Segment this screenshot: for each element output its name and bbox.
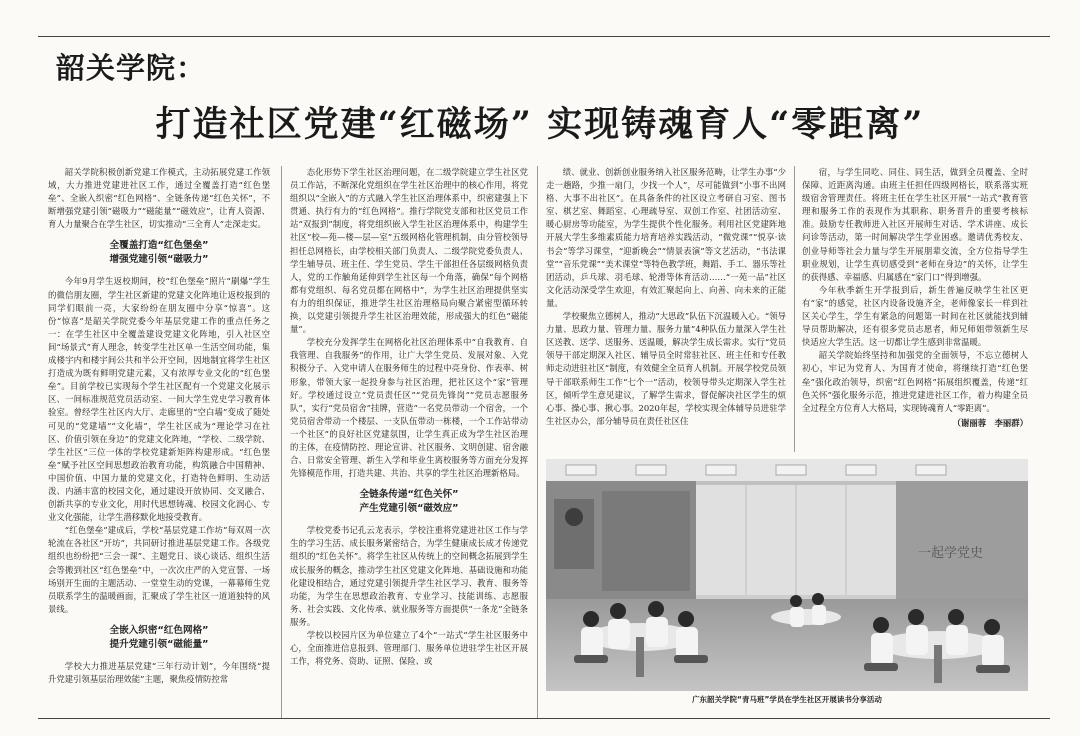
paragraph: 今年秋季新生开学报到后，新生普遍反映学生社区更有“家”的感觉，社区内设备设施齐全，老师像家长一样到社区关心学生，学生有紧急的问题第一时间在社区就能找到辅导员帮助解决，还有很多党员志愿者，师兄师姐带领新生尽快适应大学生活。这一切都让学生感到非常温暖。 bbox=[802, 284, 1028, 348]
subheading-1-line1: 全覆盖打造“红色堡垒” bbox=[109, 240, 209, 252]
subheading-3-line2: 产生党建引领“磁效应” bbox=[359, 503, 459, 515]
intro-paragraph: 韶关学院积极创新党建工作模式，主动拓展党建工作领域，大力推进党建进社区工作，通过全覆盖打造“红色堡垒”、全嵌入织密“红色网格”、全链条传递“红色关怀”，不断增强党建引领“磁吸力”“磁能量”“磁效应”，让育人资源、育人力量聚合在学生社区，切实推动“三全育人”走深走实。 bbox=[48, 167, 270, 230]
photo-scene bbox=[546, 459, 1028, 691]
paragraph: 学校充分发挥学生在网格化社区治理体系中“自我教育、自我管理、自我服务”的作用，让广大学生党员、发展对象、入党积极分子、入党申请人在服务师生的过程中亮身份、作表率、树形象，带领大家一起投身参与社区治理，把社区这个“家”管理好。学校通过设立“党员责任区”“党员先锋岗”“党员志愿服务队”，实行“党员宿舍”挂牌，营造“一名党员带动一个宿舍，一个党员宿舍带动一个楼层、一支队伍带动一栋楼，一个工作站带动一个社区”的良好社区党建氛围，让学生真正成为学生社区治理的主体，在疫情防控、理论宣讲、社区服务、文明创建、宿舍融合、日常安全管理、新生入学和毕业生离校服务等方面充分发挥先锋模范作用，打造共建、共治、共享的学生社区治理新格局。 bbox=[290, 337, 528, 479]
photo-caption: 广东韶关学院“青马班”学员在学生社区开展读书分享活动 bbox=[692, 695, 882, 704]
paragraph: 学校以校园片区为单位建立了4个“一站式”学生社区服务中心，全面推进信息报到、管理部门、服务单位进驻学生社区开展工作，将党务、资助、证照、保险、或 bbox=[290, 630, 528, 667]
subheading-3-line1: 全链条传递“红色关怀” bbox=[359, 489, 459, 501]
paragraph: 绩、就业、创新创业服务纳入社区服务范畴，让学生办事“少走一趟路，少推一扇门，少找一个人”，尽可能做到“小事不出网格、大事不出社区”。在具备条件的社区设立考研自习室、图书室、棋艺室、舞蹈室、心理疏导室、双创工作室、社团活动室、暖心厨房等功能室，为学生提供个性化服务。利用社区党建阵地开展大学生多维素质能力培育培养实践活动，“微党课”“悦享·读书会”等学习课堂，“迎新晚会”“情景表演”等文艺活动，“书法课堂”“音乐党课”“美术课堂”等特色教学班，舞蹈、手工、器乐等社团活动，乒乓球、羽毛球、轮滑等体育活动……“一苑一品”社区文化活动深受学生欢迎，有效汇聚起向上、向善、向未来的正能量。 bbox=[546, 167, 786, 308]
paragraph: “红色堡垒”建成后，学校“基层党建工作坊”每双周一次轮流在各社区“开坊”，共同研讨推进基层党建工作。各级党组织也纷纷把“三会一课”、主题党日、谈心谈话、组织生活会等搬到社区“红色堡垒”中，一次次庄严的入党宣誓、一场场别开生面的主题活动、一堂堂生动的党课，一幕幕师生党员联系学生的温暖画面，汇聚成了学生社区一道道独特的风景线。 bbox=[48, 525, 270, 614]
paragraph: 今年9月学生返校期间，校“红色堡垒”照片“刷爆”学生的微信朋友圈，学生社区新建的党建文化阵地让返校报到的同学们眼前一亮，大家纷纷在朋友圈中分享“惊喜”。这份“惊喜”是韶关学院党委今年基层党建工作的重点任务之一：在学生社区中全覆盖建设党建文化阵地，引入社区空间“场景式”育人理念，转变学生社区单一生活空间功能，集成楼宇内和楼宇间公共和半公开空间，因地制宜将学生社区打造成为既有鲜明党建元素，又有浓厚专业文化的“红色堡垒”。目前学校已实现每个学生社区配有一个党建文化展示区、一间标准规范党员活动室、一间大学生党史学习教育体验室。曾经学生社区内大厅、走廊里的“空白墙”变成了随处可见的“党建墙”“文化墙”，学生社区成为“理论学习在社区、价值引领在身边”的党建文化阵地，“学校、二级学院、学生社区”三位一体的学校党建新矩阵构建形成。“红色堡垒”赋予社区空间思想政治教育功能，构筑融合中国精神、中国价值、中国力量的党建文化，打造特色鲜明、生动活泼、内涵丰富的校园文化，通过建设开放协同、交叉融合、创新共享的专业文化，用时代思想铸魂、校园文化润心、专业文化强能，让学生潜移默化地接受教育。 bbox=[48, 276, 270, 523]
kicker-title: 韶关学院： bbox=[56, 51, 207, 85]
column-divider bbox=[537, 166, 538, 718]
byline: （谢丽蓉 李丽群） bbox=[952, 417, 1028, 428]
article-column-3 bbox=[546, 166, 786, 452]
column-divider bbox=[281, 166, 282, 718]
column-divider bbox=[794, 166, 795, 452]
subheading-2-line2: 提升党建引领“磁能量” bbox=[109, 638, 209, 650]
subheading-1 bbox=[48, 239, 270, 267]
main-headline: 打造社区党建“红磁场” 实现铸魂育人“零距离” bbox=[155, 104, 925, 145]
paragraph: 韶关学院始终坚持和加强党的全面领导，不忘立德树人初心，牢记为党育人、为国育才使命，将继续打造“红色堡垒”强化政治领导，织密“红色网格”拓展组织覆盖，传递“红色关怀”强化服务示范，推进党建进社区工作，着力构建全员全过程全方位育人大格局，实现铸魂育人“零距离”。 bbox=[802, 350, 1028, 413]
paragraph: 学校聚焦立德树人，推动“大思政”队伍下沉温暖入心。“领导力量、思政力量、管理力量、服务力量”4种队伍力量深入学生社区送教、送学、送服务、送温暖，解决学生成长需求。实行“党员领导干部定期深入社区、辅导员全时常驻社区、班主任和专任教师走动进驻社区”制度，有效健全全员育人机制。开展学校党员领导干部联系师生工作“七个一”活动，校领导带头定期深入学生社区，倾听学生意见建议，了解学生需求，督促解决社区学生的烦心事、操心事、揪心事。2020年起，学校实现全体辅导员进驻学生社区办公，部分辅导员在责任社区住 bbox=[546, 311, 786, 426]
subheading-3 bbox=[290, 488, 528, 516]
subheading-1-line2: 增强党建引领“磁吸力” bbox=[109, 254, 209, 266]
paragraph: 学校党委书记孔云龙表示，学校注重将党建进社区工作与学生的学习生活、成长服务紧密结合，为学生健康成长成才传递党组织的“红色关怀”。将学生社区从传统上的空间概念拓展到学生成长服务的概念，推动学生社区党建文化阵地、基础设施和功能化建设相结合，通过党建引领提升学生社区学习、教育、服务等功能，为学生在思想政治教育、专业学习、技能训练、志愿服务、社会实践、文化传承、就业服务等方面提供“一条龙”全链条服务。 bbox=[290, 525, 528, 627]
article-column-4 bbox=[802, 166, 1028, 452]
photo-wall-text: 一起学党史 bbox=[918, 546, 984, 561]
bottom-rule bbox=[38, 718, 1050, 719]
subheading-2 bbox=[48, 624, 270, 652]
paragraph: 宿，与学生同吃、同住、同生活，做到全员覆盖、全时保障、近距离沟通。由班主任担任四级网格长，联系落实班级宿舍管理责任。将班主任在学生社区开展“一站式”教育管理和服务工作的表现作为其职称、职务晋升的重要考核标准。鼓励专任教师进入社区开展师生对话、学术讲座、成长问诊等活动，第一时间解决学生学业困惑。邀请优秀校友、创业导师等社会力量与学生开展朋辈交流，全方位指导学生职业规划，让学生真切感受到“老师在身边”的关怀，让学生的获得感、幸福感、归属感在“家门口”得到增强。 bbox=[802, 167, 1028, 282]
subheading-2-line1: 全嵌入织密“红色网格” bbox=[109, 624, 209, 636]
paragraph: 学校大力推进基层党建“三年行动计划”，今年围绕“提升党建引领基层治理效能”主题，聚焦疫情防控常 bbox=[48, 660, 270, 684]
top-rule bbox=[38, 36, 1050, 37]
article-column-2 bbox=[290, 166, 528, 718]
article-column-1 bbox=[48, 166, 270, 718]
paragraph: 态化形势下学生社区治理问题，在二级学院建立学生社区党员工作站，不断深化党组织在学生社区治理中的核心作用，将党组织以“全嵌入”的方式融入学生社区治理体系中，织密建强上下贯通、执行有力的“红色网格”。推行学院党支部和社区党员工作站“双报到”制度，将党组织嵌入学生社区治理体系中，构建学生社区“校—苑—楼—层—室”五级网格化管理机制，由分管校领导担任总网格长，由学校相关部门负责人、二级学院党委负责人、学生辅导员、班主任、学生党员、学生干部担任各层级网格负责人，党的工作触角延伸到学生社区每一个角落，确保“每个网格都有党组织、每名党员都在网格中”，为学生社区治理提供坚实有力的组织保证，推进学生社区治理格局向聚合紧密型循环转换，以党建引领提升学生社区治理效能，形成强大的红色“磁能量”。 bbox=[290, 167, 528, 335]
article-photo bbox=[546, 459, 1028, 691]
